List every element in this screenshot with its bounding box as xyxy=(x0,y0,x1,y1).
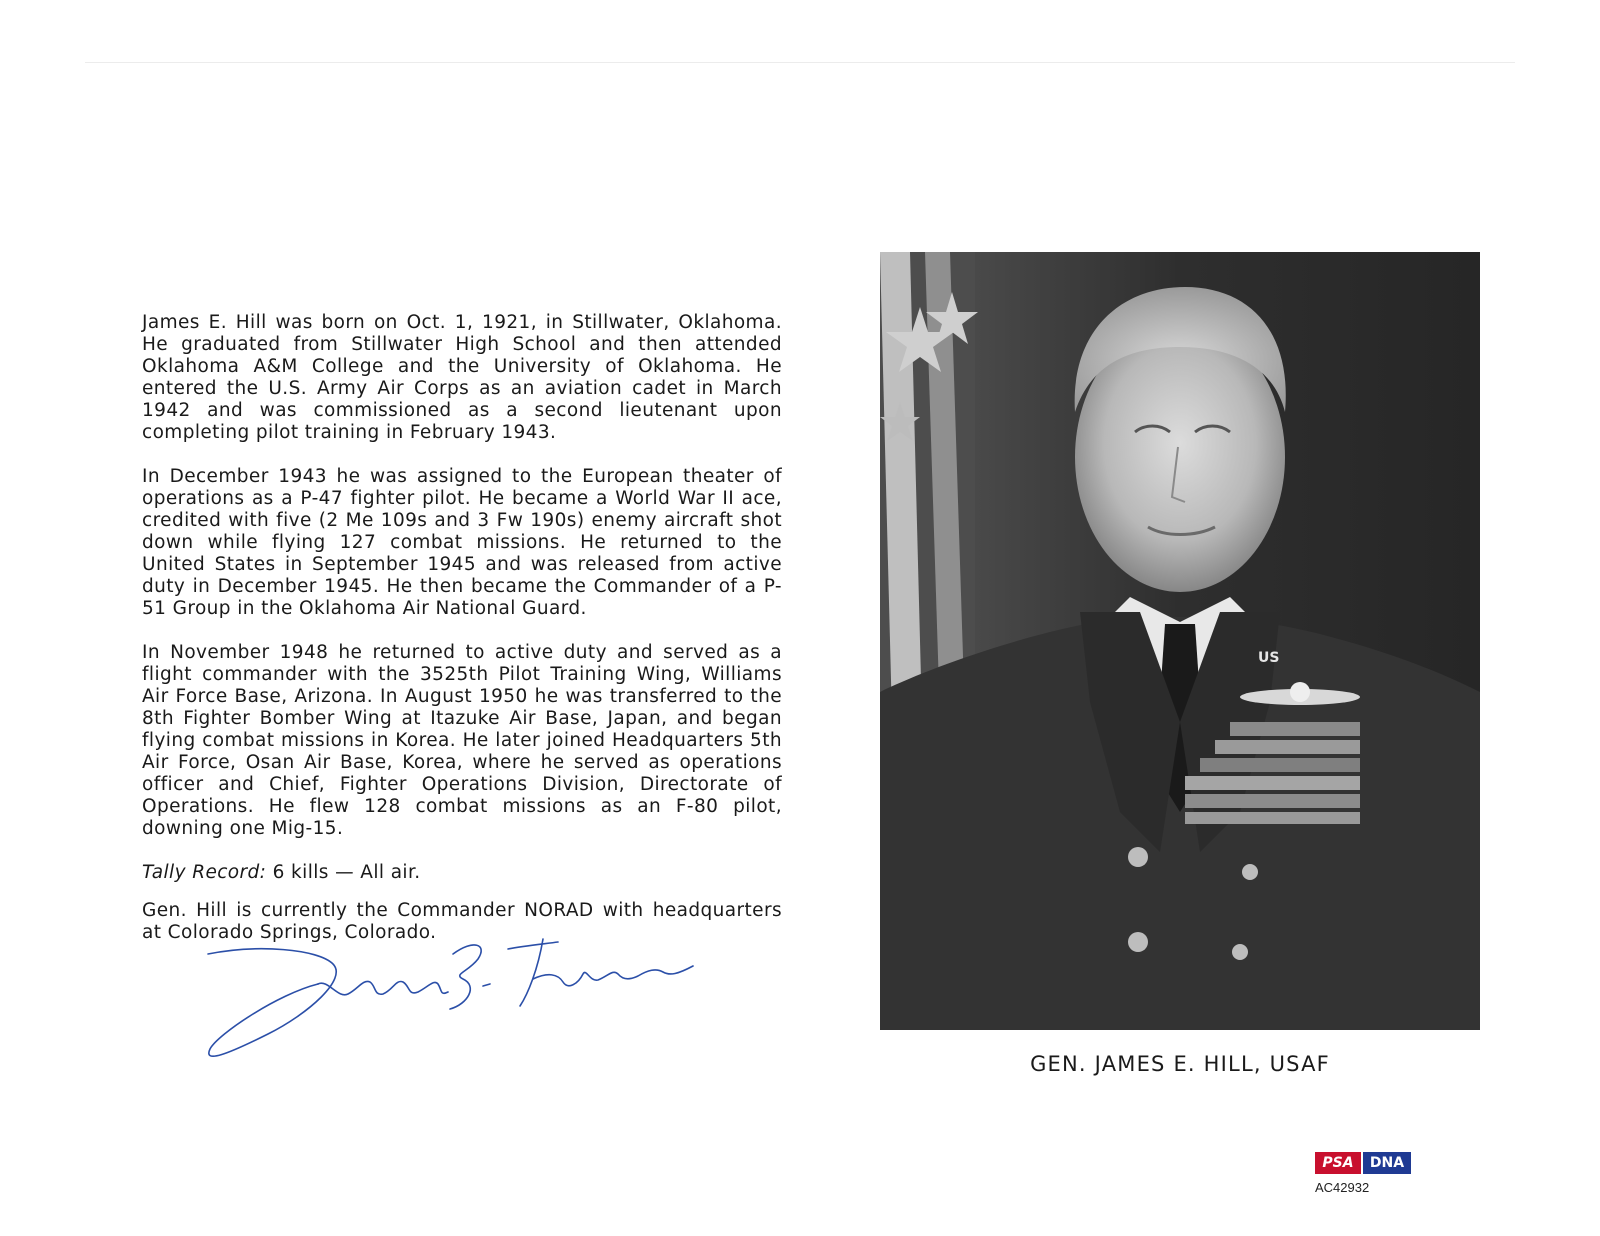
dna-logo-text: DNA xyxy=(1363,1152,1411,1174)
psa-dna-logo xyxy=(1315,1152,1411,1174)
psa-logo-text: PSA xyxy=(1315,1152,1361,1174)
portrait-photo xyxy=(880,252,1480,1030)
biography-text xyxy=(142,312,782,966)
photo-caption: GEN. JAMES E. HILL, USAF xyxy=(1030,1052,1330,1076)
handwritten-signature xyxy=(198,924,718,1074)
top-rule xyxy=(85,62,1515,63)
bio-paragraph-5: Gen. Hill is currently the Commander NORAD with headquarters at Colorado Springs, Colorado. xyxy=(142,900,782,943)
tally-record-label: Tally Record: xyxy=(142,862,267,883)
tally-record-value: 6 kills — All air. xyxy=(266,862,421,883)
authentication-code: AC42932 xyxy=(1315,1180,1370,1195)
bio-paragraph-2: In December 1943 he was assigned to the European theater of operations as a P-47 fighter pilot. He became a World War II ace, credited with five (2 Me 109s and 3 Fw 190s) enemy aircraft shot down while flying 127 combat missions. He returned to the United States in September 1945 and was released from active duty in December 1945. He then became the Commander of a P-51 Group in the Oklahoma Air National Guard. xyxy=(142,466,782,619)
tally-record xyxy=(142,862,782,884)
bio-paragraph-1: James E. Hill was born on Oct. 1, 1921, in Stillwater, Oklahoma. He graduated from Stillwater High School and then attended Oklahoma A&M College and the University of Oklahoma. He entered the U.S. Army Air Corps as an aviation cadet in March 1942 and was commissioned as a second lieutenant upon completing pilot training in February 1943. xyxy=(142,312,782,443)
uniform-badge: US xyxy=(1258,650,1280,666)
bio-paragraph-3: In November 1948 he returned to active duty and served as a flight commander with the 3525th Pilot Training Wing, Williams Air Force Base, Arizona. In August 1950 he was transferred to the 8th Fighter Bomber Wing at Itazuke Air Base, Japan, and began flying combat missions in Korea. He later joined Headquarters 5th Air Force, Osan Air Base, Korea, where he served as operations officer and Chief, Fighter Operations Division, Directorate of Operations. He flew 128 combat missions as an F-80 pilot, downing one Mig-15. xyxy=(142,642,782,839)
